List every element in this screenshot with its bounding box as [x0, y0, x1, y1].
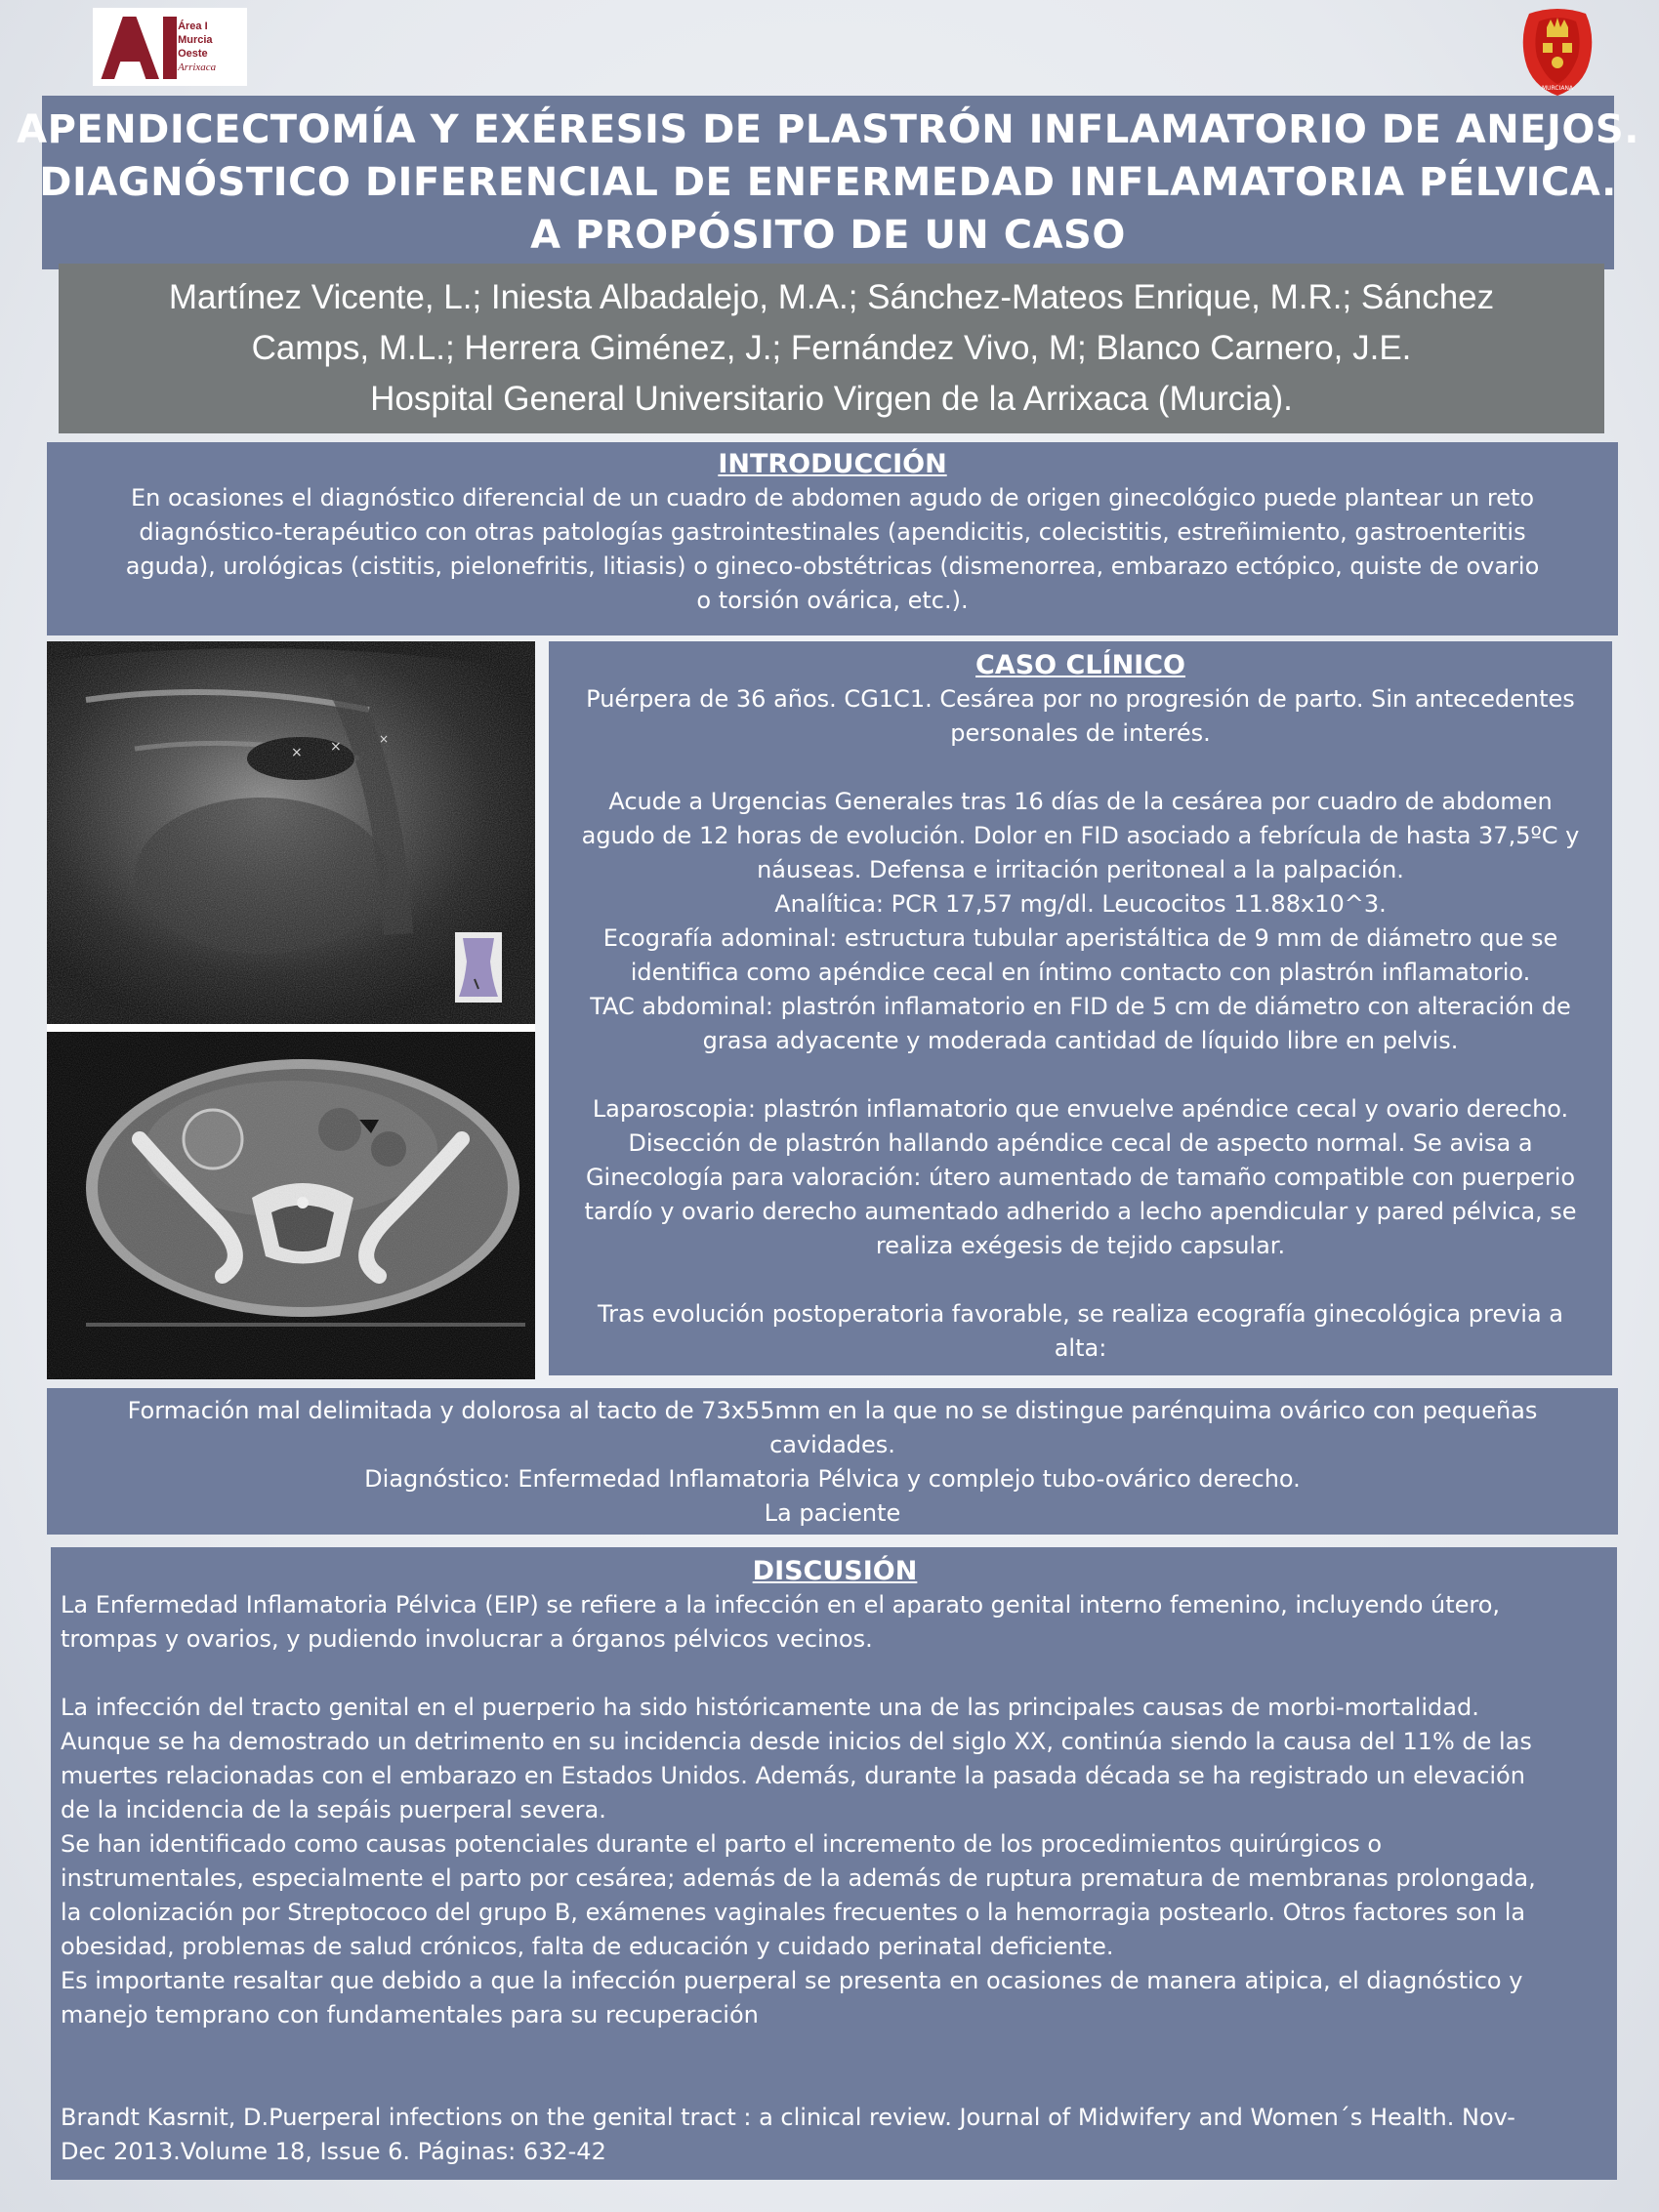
caso-line: realiza exégesis de tejido capsular.: [875, 1232, 1286, 1259]
logo-text: Área I Murcia Oeste Arrixaca: [178, 20, 217, 73]
result-line: La paciente: [764, 1499, 901, 1527]
intro-line: o torsión ovárica, etc.).: [696, 587, 969, 614]
section-heading: DISCUSIÓN: [752, 1556, 918, 1586]
disc-line: La infección del tracto genital en el puerperio ha sido históricamente una de las principales causas de morbi-mortalidad.: [61, 1694, 1479, 1721]
intro-line: diagnóstico-terapéutico con otras patologías gastrointestinales (apendicitis, colecistitis, estreñimiento, gastroenteritis: [139, 518, 1526, 546]
disc-line: obesidad, problemas de salud crónicos, falta de educación y cuidado perinatal deficiente.: [61, 1933, 1114, 1960]
result-line: cavidades.: [769, 1431, 895, 1458]
disc-line: trompas y ovarios, y pudiendo involucrar a órganos pélvicos vecinos.: [61, 1625, 873, 1653]
disc-line: Se han identificado como causas potenciales durante el parto el incremento de los procedimientos quirúrgicos o: [61, 1830, 1383, 1858]
section-heading: CASO CLÍNICO: [975, 650, 1185, 680]
disc-line: instrumentales, especialmente el parto por cesárea; además de la además de ruptura prematura de membranas prolongada,: [61, 1864, 1536, 1892]
result-line: Formación mal delimitada y dolorosa al tacto de 73x55mm en la que no se distingue parénquima ovárico con pequeñas: [127, 1397, 1538, 1424]
caso-clinico-section: [549, 641, 1612, 1375]
disc-line: La Enfermedad Inflamatoria Pélvica (EIP) se refiere a la infección en el aparato genital interno femenino, incluyendo útero,: [61, 1591, 1501, 1618]
intro-line: En ocasiones el diagnóstico diferencial de un cuadro de abdomen agudo de origen ginecológico puede plantear un reto: [130, 484, 1535, 512]
caso-line: Analítica: PCR 17,57 mg/dl. Leucocitos 11.88x10^3.: [774, 890, 1387, 918]
disc-line: la colonización por Streptococo del grupo B, exámenes vaginales frecuentes o la hemorragia postearlo. Otros factores son la: [61, 1899, 1526, 1926]
author-line: Martínez Vicente, L.; Iniesta Albadalejo, M.A.; Sánchez-Mateos Enrique, M.R.; Sánchez: [168, 278, 1495, 316]
ai-logo-mark: [99, 13, 174, 81]
caso-line: alta:: [1054, 1334, 1107, 1362]
author-line: Camps, M.L.; Herrera Giménez, J.; Fernández Vivo, M; Blanco Carnero, J.E.: [251, 329, 1412, 367]
title-line: APENDICECTOMÍA Y EXÉRESIS DE PLASTRÓN INFLAMATORIO DE ANEJOS.: [17, 107, 1639, 152]
intro-line: aguda), urológicas (cistitis, pielonefritis, litiasis) o gineco-obstétricas (dismenorrea, embarazo ectópico, quiste de ovario: [125, 553, 1540, 580]
affiliation: Hospital General Universitario Virgen de la Arrixaca (Murcia).: [370, 380, 1293, 418]
disc-line: Aunque se ha demostrado un detrimento en su incidencia desde inicios del siglo XX, continúa siendo la causa del 11% de las: [61, 1728, 1532, 1755]
title-line: DIAGNÓSTICO DIFERENCIAL DE ENFERMEDAD INFLAMATORIA PÉLVICA.: [39, 160, 1617, 205]
caso-line: tardío y ovario derecho aumentado adherido a lecho apendicular y pared pélvica, se: [584, 1198, 1577, 1225]
discusion-section: [51, 1547, 1617, 2180]
caso-line: identifica como apéndice cecal en íntimo contacto con plastrón inflamatorio.: [630, 959, 1531, 986]
reference-line: Dec 2013.Volume 18, Issue 6. Páginas: 632-42: [61, 2138, 606, 2165]
svg-text:MURCIANA: MURCIANA: [1541, 85, 1574, 92]
caso-line: Disección de plastrón hallando apéndice cecal de aspecto normal. Se avisa a: [628, 1129, 1533, 1157]
caso-line: Laparoscopia: plastrón inflamatorio que envuelve apéndice cecal y ovario derecho.: [592, 1095, 1569, 1123]
ultrasound-image: [47, 641, 535, 1024]
introduccion-section: [47, 442, 1618, 635]
caso-line: personales de interés.: [950, 719, 1211, 747]
caso-line: Puérpera de 36 años. CG1C1. Cesárea por no progresión de parto. Sin antecedentes: [586, 685, 1575, 713]
crest-icon: [1519, 6, 1596, 98]
section-heading: INTRODUCCIÓN: [718, 449, 947, 479]
caso-line: Tras evolución postoperatoria favorable, se realiza ecografía ginecológica previa a: [597, 1300, 1564, 1328]
disc-line: Es importante resaltar que debido a que la infección puerperal se presenta en ocasiones de manera atipica, el diagnóstico y: [61, 1967, 1523, 1994]
authors-block: [59, 264, 1604, 433]
caso-line: TAC abdominal: plastrón inflamatorio en FID de 5 cm de diámetro con alteración de: [590, 993, 1571, 1020]
reference-line: Brandt Kasrnit, D.Puerperal infections on the genital tract : a clinical review. Journal of Midwifery and Women´s Health. Nov-: [61, 2104, 1515, 2131]
caso-line: grasa adyacente y moderada cantidad de líquido libre en pelvis.: [702, 1027, 1459, 1054]
hospital-area-logo: [93, 8, 247, 86]
poster-title: [17, 96, 1639, 269]
medical-images: [47, 641, 535, 1379]
ct-scan-image: [47, 1032, 535, 1379]
caso-line: Ginecología para valoración: útero aumentado de tamaño compatible con puerperio: [585, 1164, 1576, 1191]
title-line: A PROPÓSITO DE UN CASO: [530, 213, 1126, 258]
resultado-section: [47, 1388, 1618, 1535]
disc-line: manejo temprano con fundamentales para su recuperación: [61, 2001, 759, 2028]
caso-line: náuseas. Defensa e irritación peritoneal a la palpación.: [757, 856, 1404, 883]
caso-line: agudo de 12 horas de evolución. Dolor en FID asociado a febrícula de hasta 37,5ºC y: [581, 822, 1580, 849]
disc-line: muertes relacionadas con el embarazo en Estados Unidos. Además, durante la pasada década se ha registrado un elevación: [61, 1762, 1525, 1789]
disc-line: de la incidencia de la sepáis puerperal severa.: [61, 1796, 606, 1823]
caso-line: Ecografía adominal: estructura tubular aperistáltica de 9 mm de diámetro que se: [602, 924, 1558, 952]
result-line: Diagnóstico: Enfermedad Inflamatoria Pélvica y complejo tubo-ovárico derecho.: [364, 1465, 1301, 1493]
caso-line: Acude a Urgencias Generales tras 16 días de la cesárea por cuadro de abdomen: [608, 788, 1553, 815]
